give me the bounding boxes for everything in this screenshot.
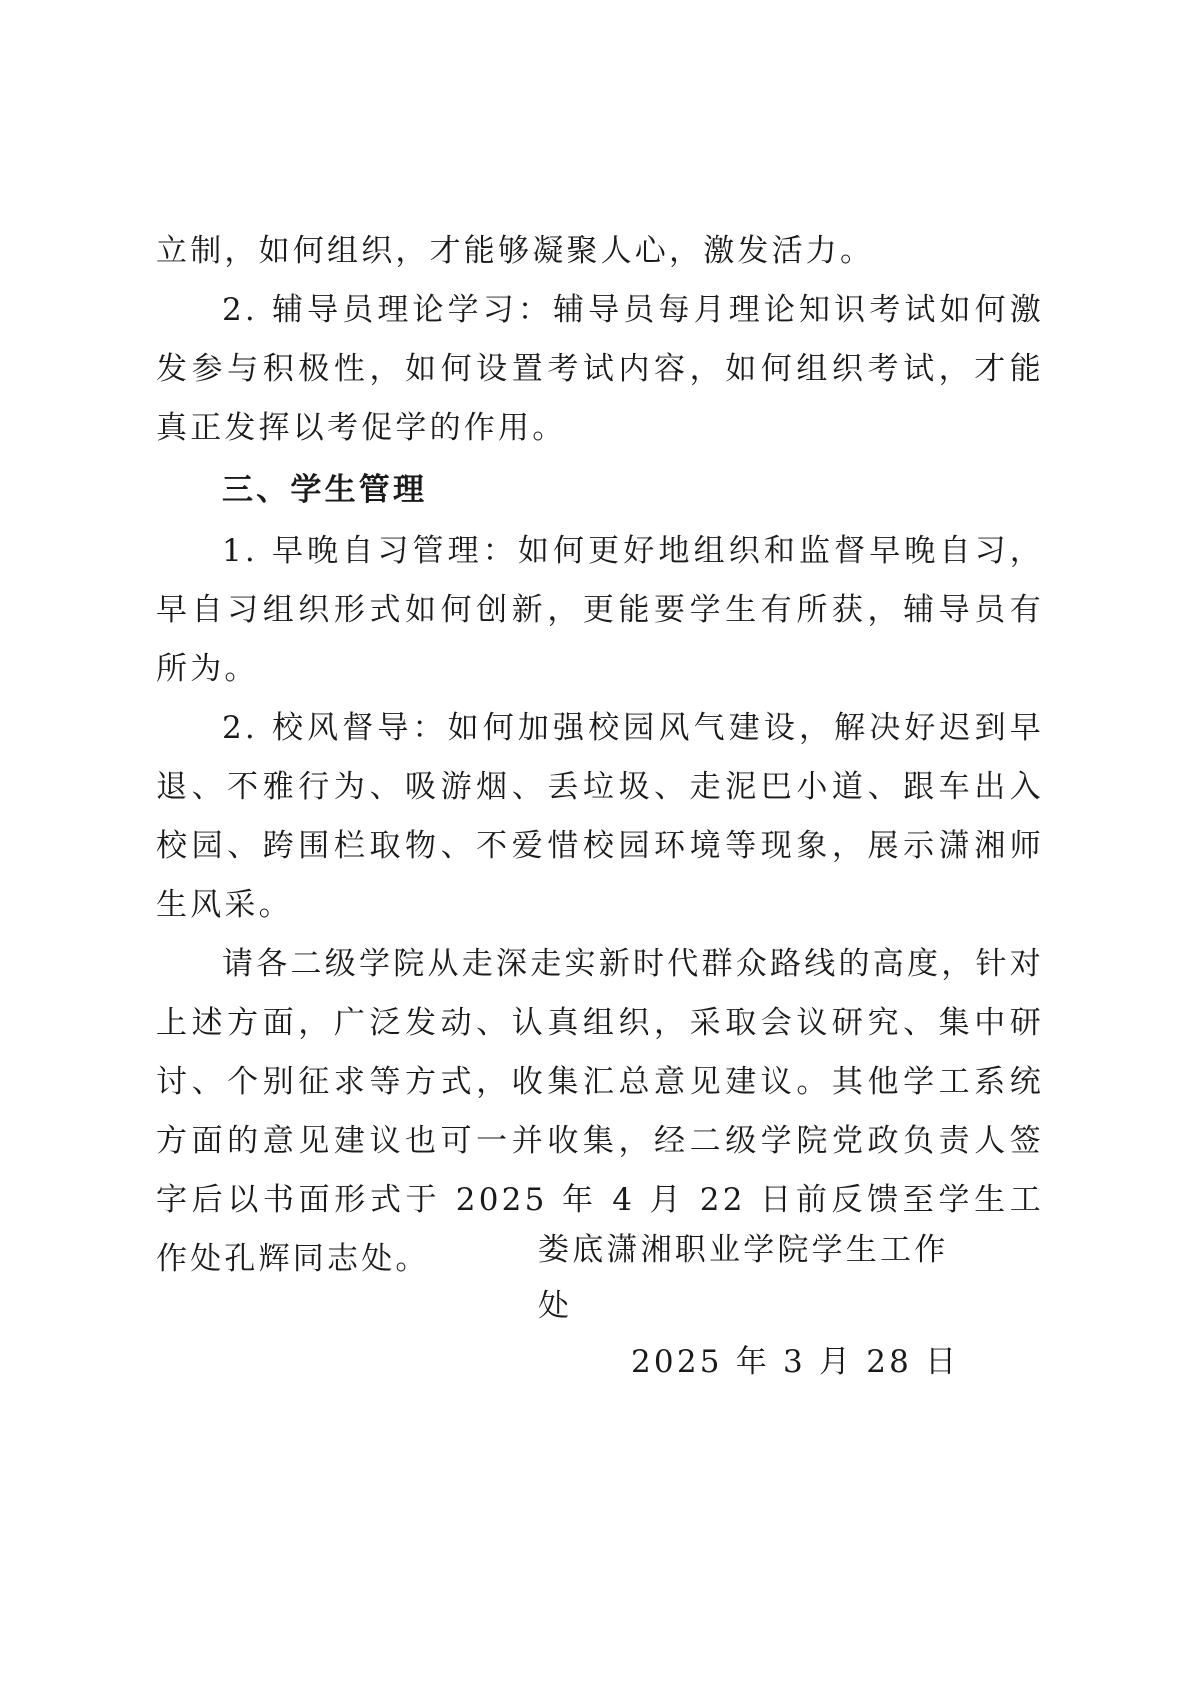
paragraph-request: 请各二级学院从走深走实新时代群众路线的高度，针对上述方面，广泛发动、认真组织，采取会议研究、集中研讨、个别征求等方式，收集汇总意见建议。其他学工系统方面的意见建议也可一并收集，经二级学院党政负责人签字后以书面形式于 2025 年 4 月 22 日前反馈至学生工作处孔辉同志处。 <box>156 946 1044 1277</box>
paragraph-continuation: 立制，如何组织，才能够凝聚人心，激发活力。 <box>156 233 875 269</box>
section-heading-student-management: 三、学生管理 <box>222 472 428 508</box>
signature-date: 2025 年 3 月 28 日 <box>631 1344 960 1380</box>
document-body <box>156 222 1044 1289</box>
signature-block <box>538 1222 968 1390</box>
paragraph-counselor-study: 2. 辅导员理论学习：辅导员每月理论知识考试如何激发参与积极性，如何设置考试内容，如何组织考试，才能真正发挥以考促学的作用。 <box>156 292 1044 446</box>
paragraph-self-study: 1. 早晚自习管理：如何更好地组织和监督早晚自习，早自习组织形式如何创新，更能要学生有所获，辅导员有所为。 <box>156 533 1044 687</box>
paragraph-campus-discipline: 2. 校风督导：如何加强校园风气建设，解决好迟到早退、不雅行为、吸游烟、丢垃圾、走泥巴小道、跟车出入校园、跨围栏取物、不爱惜校园环境等现象，展示潇湘师生风采。 <box>156 710 1044 923</box>
signature-organization: 娄底潇湘职业学院学生工作处 <box>538 1232 949 1324</box>
